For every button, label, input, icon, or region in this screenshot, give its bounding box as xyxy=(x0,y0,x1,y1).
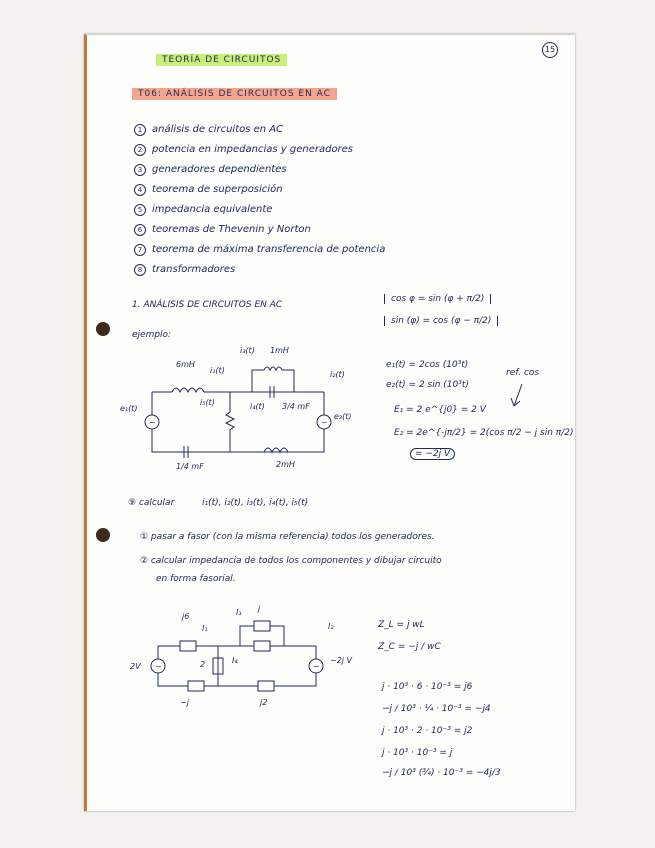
circuit-diagram-phasor xyxy=(150,620,353,700)
toc-item: 4 teorema de superposición xyxy=(134,184,283,196)
svg-text:~: ~ xyxy=(149,418,156,427)
calc-line-2: −j / 10³ · ¼ · 10⁻³ = −j4 xyxy=(382,704,491,714)
lesson-title: T06: ANÁLISIS DE CIRCUITOS EN AC xyxy=(132,88,337,100)
toc-item: 8 transformadores xyxy=(134,264,235,276)
source2-expr: e₂(t) = 2 sin (10³t) xyxy=(386,380,469,390)
label-e1: e₁(t) xyxy=(120,404,138,413)
label-src2: −2j V xyxy=(330,656,353,665)
svg-text:~: ~ xyxy=(321,418,328,427)
identity-cos: cos φ = sin (φ + π/2) xyxy=(384,294,491,304)
section1-title: 1. ANÁLISIS DE CIRCUITOS EN AC xyxy=(132,300,283,310)
reference-note: ref. cos xyxy=(506,368,540,378)
course-title: TEORÍA DE CIRCUITOS xyxy=(156,54,287,66)
E2-phasor: E₂ = 2e^{-jπ/2} = 2(cos π/2 − j sin π/2) xyxy=(394,428,574,438)
formula-ZC: Z_C = −j / wC xyxy=(378,642,441,652)
binder-hole-bottom xyxy=(96,528,110,542)
toc-item: 2 potencia en impedancias y generadores xyxy=(134,144,353,156)
label-I3: I₃ xyxy=(236,608,242,617)
E2-result: = −2j V xyxy=(410,448,455,460)
step2-text: ② calcular impedancia de todos los componentes y dibujar circuito xyxy=(140,556,442,566)
circuit-diagram-time-domain xyxy=(144,352,344,462)
label-I1: I₁ xyxy=(202,624,208,633)
toc-item: 1 análisis de circuitos en AC xyxy=(134,124,283,136)
label-Z2: j xyxy=(258,604,261,613)
svg-text:~: ~ xyxy=(313,662,320,671)
label-Z1: j6 xyxy=(182,612,190,621)
label-C2: 1/4 mF xyxy=(176,462,204,471)
calc-line-4: j · 10³ · 10⁻³ = j xyxy=(382,748,453,758)
label-Z3: −j xyxy=(180,698,189,707)
arrow-icon xyxy=(508,382,528,412)
label-L2: 1mH xyxy=(270,346,289,355)
calc-line-3: j · 10³ · 2 · 10⁻³ = j2 xyxy=(382,726,473,736)
binder-hole-top xyxy=(96,322,110,336)
example-label: ejemplo: xyxy=(132,330,172,340)
step1-text: ① pasar a fasor (con la misma referencia) todos los generadores. xyxy=(140,532,435,542)
page-number: 15 xyxy=(542,42,558,58)
E1-phasor: E₁ = 2 e^{j0} = 2 V xyxy=(394,405,486,415)
label-C1: 3/4 mF xyxy=(282,402,310,411)
svg-text:~: ~ xyxy=(155,662,162,671)
step2b-text: en forma fasorial. xyxy=(156,574,236,584)
label-I2: I₂ xyxy=(328,622,334,631)
formula-ZL: Z_L = j wL xyxy=(378,620,425,630)
calc-line-5: −j / 10³ (¾) · 10⁻³ = −4j/3 xyxy=(382,768,501,778)
toc-item: 6 teoremas de Thevenin y Norton xyxy=(134,224,311,236)
toc-item: 7 teorema de máxima transferencia de potencia xyxy=(134,244,385,256)
label-I4: I₄ xyxy=(232,656,238,665)
label-L3: 2mH xyxy=(276,460,295,469)
label-i3: i₃(t) xyxy=(240,346,255,355)
source1-expr: e₁(t) = 2cos (10³t) xyxy=(386,360,469,370)
toc-item: 5 impedancia equivalente xyxy=(134,204,272,216)
label-i5: i₅(t) xyxy=(200,398,215,407)
label-L1: 6mH xyxy=(176,360,195,369)
label-Z4: j2 xyxy=(260,698,268,707)
label-R: 2 xyxy=(200,660,206,669)
calc-line-1: j · 10³ · 6 · 10⁻³ = j6 xyxy=(382,682,473,692)
label-i4: i₄(t) xyxy=(250,402,265,411)
label-i2: i₂(t) xyxy=(330,370,345,379)
task-currents: i₁(t), i₂(t), i₃(t), i₄(t), i₅(t) xyxy=(202,498,309,508)
label-src1: 2V xyxy=(130,662,141,671)
toc-item: 3 generadores dependientes xyxy=(134,164,287,176)
task-label: ⑨ calcular xyxy=(128,498,175,508)
label-i1: i₁(t) xyxy=(210,366,225,375)
label-e2: e₂(t) xyxy=(334,412,352,421)
identity-sin: sin (φ) = cos (φ − π/2) xyxy=(384,316,498,326)
